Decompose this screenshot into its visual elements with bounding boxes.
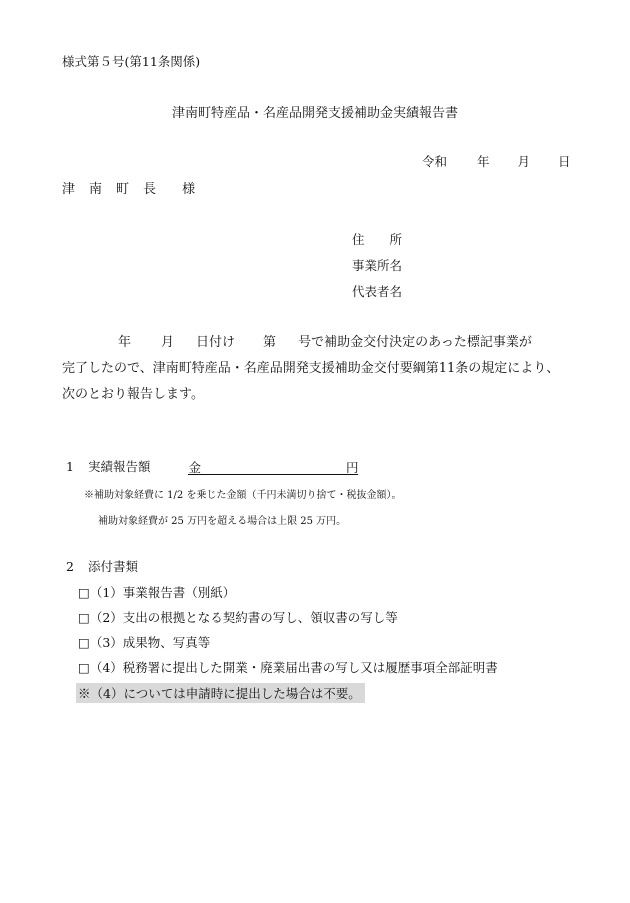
checkbox-icon[interactable]: □ bbox=[78, 610, 90, 625]
checkbox-icon[interactable]: □ bbox=[78, 585, 90, 600]
attachment-item-3 bbox=[78, 633, 210, 651]
attachment-item-1 bbox=[78, 583, 235, 601]
date-month: 月 bbox=[517, 154, 531, 169]
checkbox-icon[interactable]: □ bbox=[78, 660, 90, 675]
sender-address-label: 住 所 bbox=[352, 232, 403, 247]
body-line-2: 完了したので、津南町特産品・名産品開発支援補助金交付要綱第11条の規定により、 bbox=[62, 361, 560, 376]
sender-office-label: 事業所名 bbox=[352, 258, 403, 273]
section-2-heading bbox=[66, 557, 138, 575]
body-dated: 日付け bbox=[196, 335, 236, 350]
body-line-3: 次のとおり報告します。 bbox=[62, 387, 204, 402]
attachment-item-label: （3）成果物、写真等 bbox=[89, 635, 211, 650]
amount-prefix: 金 bbox=[188, 460, 201, 475]
amount-suffix: 円 bbox=[345, 460, 359, 475]
attachment-item-2 bbox=[78, 608, 398, 626]
addressee-char: 津 bbox=[62, 182, 76, 197]
section-1 bbox=[66, 457, 358, 475]
section-1-note-2: 補助対象経費が 25 万円を超える場合は上限 25 万円。 bbox=[98, 516, 347, 527]
document-title: 津南町特産品・名産品開発支援補助金実績報告書 bbox=[171, 106, 458, 121]
attachment-item-label: （1）事業報告書（別紙） bbox=[89, 585, 236, 600]
checkbox-icon[interactable]: □ bbox=[78, 635, 90, 650]
sender-representative-label: 代表者名 bbox=[352, 284, 403, 299]
section-1-note-1: ※補助対象経費に 1/2 を乗じた金額（千円未満切り捨て・税抜金額）。 bbox=[84, 490, 402, 501]
date-day: 日 bbox=[558, 154, 571, 169]
body-line1-rest: 号で補助金交付決定のあった標記事業が bbox=[298, 335, 532, 350]
date-year: 年 bbox=[477, 154, 490, 169]
addressee-honorific: 様 bbox=[182, 182, 196, 197]
body-month: 月 bbox=[161, 335, 175, 350]
attachment-item-4 bbox=[78, 658, 498, 676]
attachment-note: ※（4）については申請時に提出した場合は不要。 bbox=[76, 683, 365, 703]
section-2-label: 添付書類 bbox=[87, 559, 138, 574]
body-number-prefix: 第 bbox=[263, 335, 277, 350]
amount-field[interactable] bbox=[188, 458, 358, 475]
attachment-item-label: （2）支出の根拠となる契約書の写し、領収書の写し等 bbox=[89, 610, 398, 625]
addressee bbox=[62, 178, 195, 197]
body-line-1 bbox=[118, 331, 532, 350]
form-number-label: 様式第５号(第11条関係) bbox=[62, 54, 201, 69]
date-era: 令和 bbox=[422, 154, 448, 169]
section-1-label: 実績報告額 bbox=[87, 459, 151, 474]
body-year: 年 bbox=[118, 335, 132, 350]
addressee-char: 町 bbox=[116, 182, 130, 197]
section-1-number: 1 bbox=[66, 459, 74, 474]
section-2-number: 2 bbox=[66, 559, 74, 574]
addressee-char: 南 bbox=[89, 182, 103, 197]
date-line bbox=[422, 152, 571, 170]
addressee-char: 長 bbox=[143, 182, 157, 197]
attachment-item-label: （4）税務署に提出した開業・廃業届出書の写し又は履歴事項全部証明書 bbox=[89, 660, 498, 675]
